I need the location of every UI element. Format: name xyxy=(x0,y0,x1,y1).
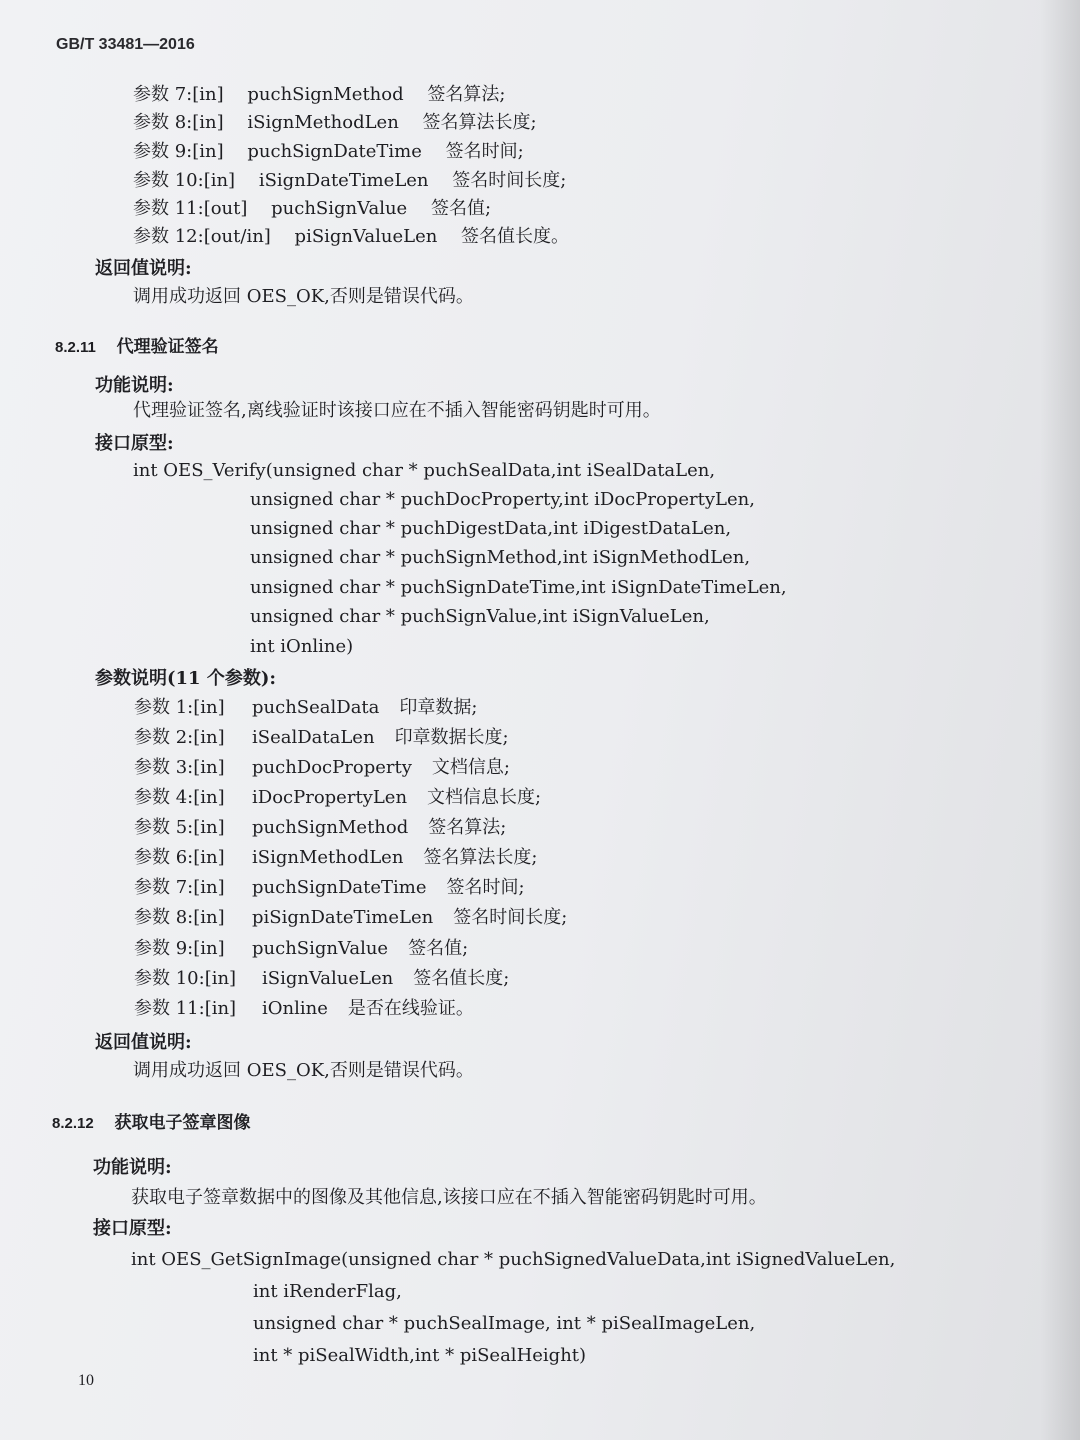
param-row xyxy=(134,727,509,749)
param-desc: 印章数据; xyxy=(399,697,478,718)
param-row xyxy=(134,938,468,960)
param-name: piSignDateTimeLen xyxy=(252,907,434,928)
return-label: 返回值说明: xyxy=(95,258,192,279)
param-label: 参数 11:[in] xyxy=(134,998,237,1019)
param-desc: 文档信息; xyxy=(431,757,510,778)
param-desc: 签名值; xyxy=(430,198,492,219)
param-desc: 文档信息长度; xyxy=(427,787,542,808)
param-label: 参数 6:[in] xyxy=(134,847,225,868)
param-row xyxy=(134,817,506,839)
param-row xyxy=(134,907,567,929)
param-desc: 印章数据长度; xyxy=(394,727,509,748)
return-label: 返回值说明: xyxy=(95,1032,192,1053)
param-name: iSignDateTimeLen xyxy=(258,170,429,191)
param-desc: 签名算法; xyxy=(427,84,506,105)
param-name: puchSignValue xyxy=(271,198,408,219)
param-row xyxy=(134,968,509,990)
param-label: 参数 1:[in] xyxy=(134,697,225,718)
param-row xyxy=(133,226,569,248)
proto-line: unsigned char * puchDocProperty,int iDocPropertyLen, xyxy=(250,489,755,510)
param-label: 参数 9:[in] xyxy=(134,938,225,959)
param-name: puchSignDateTime xyxy=(252,877,427,898)
param-label: 参数 4:[in] xyxy=(134,787,225,808)
param-label: 参数 8:[in] xyxy=(133,112,224,133)
section-heading xyxy=(55,332,219,357)
param-desc: 签名时间长度; xyxy=(453,907,568,928)
proto-line: int OES_Verify(unsigned char * puchSealData,int iSealDataLen, xyxy=(133,460,716,481)
param-label: 参数 11:[out] xyxy=(133,198,248,219)
func-label: 功能说明: xyxy=(93,1157,172,1178)
param-name: iSignValueLen xyxy=(262,968,394,989)
param-label: 参数 3:[in] xyxy=(134,757,225,778)
proto-line: unsigned char * puchSignDateTime,int iSignDateTimeLen, xyxy=(250,577,787,598)
param-desc: 签名算法; xyxy=(428,817,507,838)
standard-id: GB/T 33481—2016 xyxy=(56,36,195,53)
param-name: puchSignMethod xyxy=(247,84,404,105)
func-text: 获取电子签章数据中的图像及其他信息,该接口应在不插入智能密码钥匙时可用。 xyxy=(131,1187,767,1208)
param-row xyxy=(134,757,510,779)
proto-line: unsigned char * puchSignMethod,int iSignMethodLen, xyxy=(250,547,751,568)
param-desc: 签名时间; xyxy=(445,141,524,162)
param-name: iDocPropertyLen xyxy=(252,787,408,808)
section-heading xyxy=(52,1108,250,1133)
param-desc: 签名值长度。 xyxy=(461,226,570,247)
param-label: 参数 10:[in] xyxy=(133,170,236,191)
param-desc: 签名值; xyxy=(408,938,469,959)
param-row xyxy=(134,847,538,869)
return-text: 调用成功返回 OES_OK,否则是错误代码。 xyxy=(133,286,474,307)
proto-line: unsigned char * puchDigestData,int iDigestDataLen, xyxy=(250,518,732,539)
param-row xyxy=(134,697,477,719)
proto-label: 接口原型: xyxy=(95,433,174,454)
param-row xyxy=(133,170,566,192)
proto-line: int iRenderFlag, xyxy=(253,1281,402,1302)
param-desc: 签名值长度; xyxy=(413,968,510,989)
proto-line: int iOnline) xyxy=(250,636,354,657)
proto-line: int * piSealWidth,int * piSealHeight) xyxy=(253,1345,587,1366)
param-name: puchSignValue xyxy=(252,938,389,959)
func-label: 功能说明: xyxy=(95,375,174,396)
param-name: iOnline xyxy=(262,998,328,1019)
proto-line: int OES_GetSignImage(unsigned char * puchSignedValueData,int iSignedValueLen, xyxy=(131,1249,896,1270)
param-name: iSignMethodLen xyxy=(247,112,399,133)
param-row xyxy=(133,141,524,163)
return-text: 调用成功返回 OES_OK,否则是错误代码。 xyxy=(133,1060,474,1081)
param-name: puchDocProperty xyxy=(252,757,412,778)
param-name: puchSignDateTime xyxy=(247,141,422,162)
section-title: 获取电子签章图像 xyxy=(114,1113,251,1132)
param-row xyxy=(134,787,541,809)
func-text: 代理验证签名,离线验证时该接口应在不插入智能密码钥匙时可用。 xyxy=(133,400,661,421)
param-row xyxy=(133,112,537,134)
proto-line: unsigned char * puchSealImage, int * piSealImageLen, xyxy=(253,1313,756,1334)
param-label: 参数 10:[in] xyxy=(134,968,237,989)
proto-label: 接口原型: xyxy=(93,1218,172,1239)
param-label: 参数 8:[in] xyxy=(134,907,225,928)
param-desc: 签名算法长度; xyxy=(422,112,537,133)
param-name: iSealDataLen xyxy=(252,727,375,748)
page-number: 10 xyxy=(78,1372,94,1389)
param-label: 参数 7:[in] xyxy=(133,84,224,105)
proto-line: unsigned char * puchSignValue,int iSignValueLen, xyxy=(250,606,710,627)
param-desc: 签名时间; xyxy=(446,877,525,898)
param-label: 参数 2:[in] xyxy=(134,727,225,748)
param-name: iSignMethodLen xyxy=(252,847,404,868)
param-row xyxy=(133,84,505,106)
section-number: 8.2.11 xyxy=(55,339,96,356)
param-row xyxy=(134,998,474,1020)
param-desc: 签名算法长度; xyxy=(423,847,538,868)
section-number: 8.2.12 xyxy=(52,1115,94,1132)
param-label: 参数 12:[out/in] xyxy=(133,226,271,247)
param-desc: 签名时间长度; xyxy=(452,170,567,191)
param-name: puchSignMethod xyxy=(252,817,409,838)
page-edge-shadow xyxy=(1040,0,1080,1440)
param-row xyxy=(134,877,525,899)
param-name: piSignValueLen xyxy=(294,226,438,247)
param-label: 参数 9:[in] xyxy=(133,141,224,162)
param-label: 参数 5:[in] xyxy=(134,817,225,838)
param-name: puchSealData xyxy=(252,697,380,718)
section-title: 代理验证签名 xyxy=(116,337,219,356)
params-label: 参数说明(11 个参数): xyxy=(95,668,276,689)
param-desc: 是否在线验证。 xyxy=(347,998,474,1019)
param-row xyxy=(133,198,491,220)
param-label: 参数 7:[in] xyxy=(134,877,225,898)
